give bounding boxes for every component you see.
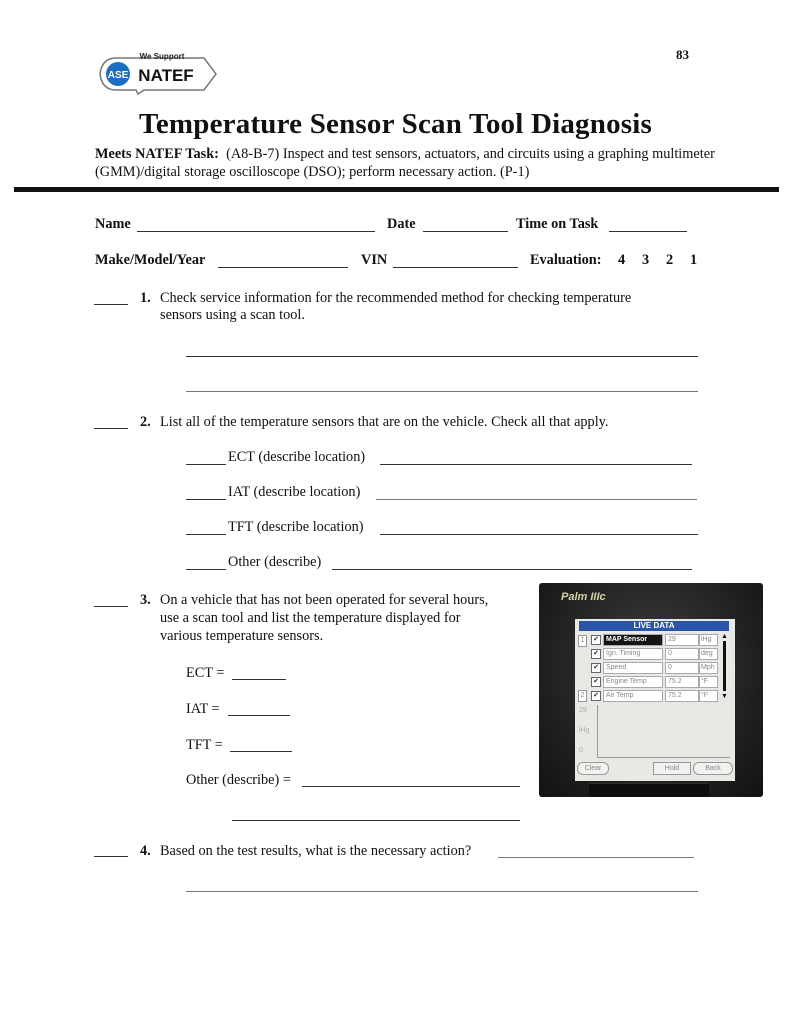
q2-number: 2. bbox=[140, 414, 151, 430]
q2-ect-location-field[interactable] bbox=[380, 464, 692, 465]
q1-answer-line-2[interactable] bbox=[186, 391, 698, 392]
q2-ect-label: ECT (describe location) bbox=[228, 449, 366, 465]
q2-iat-check[interactable] bbox=[186, 499, 226, 500]
task-label: Meets NATEF Task: bbox=[95, 146, 219, 162]
evaluation-label: Evaluation: bbox=[530, 252, 602, 268]
q2-tft-check[interactable] bbox=[186, 534, 226, 535]
title-divider bbox=[14, 187, 779, 192]
date-label: Date bbox=[387, 216, 416, 232]
evaluation-score-3[interactable]: 3 bbox=[642, 252, 650, 268]
param-unit: Mph bbox=[699, 662, 718, 674]
live-data-row[interactable] bbox=[591, 647, 718, 660]
checkbox-icon[interactable]: ✔ bbox=[591, 649, 601, 659]
graph-min-label: 0 bbox=[579, 747, 583, 754]
scrollbar[interactable] bbox=[721, 633, 727, 701]
param-unit: °F bbox=[699, 676, 718, 688]
vin-label: VIN bbox=[361, 252, 388, 268]
param-name: Ign. Timing bbox=[603, 648, 663, 660]
live-data-graph bbox=[597, 705, 730, 758]
evaluation-score-4[interactable]: 4 bbox=[618, 252, 626, 268]
live-data-row[interactable] bbox=[591, 633, 718, 646]
make-model-year-label: Make/Model/Year bbox=[95, 252, 206, 268]
q3-iat-label: IAT = bbox=[186, 701, 220, 717]
task-text: (A8-B-7) Inspect and test sensors, actuators, and circuits using a graphing multimeter (GMM)/digital storage oscilloscope (DSO); perform necessary action. (P-1) bbox=[95, 146, 715, 180]
q4-answer-field[interactable] bbox=[498, 857, 694, 858]
scrollbar-track[interactable] bbox=[723, 641, 726, 691]
param-unit: °F bbox=[699, 690, 718, 702]
live-data-title: LIVE DATA bbox=[579, 621, 729, 631]
svg-text:NATEF: NATEF bbox=[138, 66, 194, 85]
q2-ect-check[interactable] bbox=[186, 464, 226, 465]
checkbox-icon[interactable]: ✔ bbox=[591, 677, 601, 687]
name-label: Name bbox=[95, 216, 131, 232]
device-hardware-keys bbox=[589, 783, 709, 797]
name-field[interactable] bbox=[137, 231, 375, 232]
q3-other-value-field[interactable] bbox=[302, 786, 520, 787]
graph-max-label: 29 bbox=[579, 707, 587, 714]
hold-button[interactable]: Hold bbox=[653, 762, 691, 775]
param-name: Engine Temp bbox=[603, 676, 663, 688]
q3-other-value-field-2[interactable] bbox=[232, 820, 520, 821]
q2-check-blank[interactable] bbox=[94, 428, 128, 429]
q4-answer-line-2[interactable] bbox=[186, 891, 698, 892]
make-model-year-field[interactable] bbox=[218, 267, 348, 268]
page-title: Temperature Sensor Scan Tool Diagnosis bbox=[138, 108, 653, 140]
graph-unit-label: iHg bbox=[579, 727, 590, 734]
scan-tool-photo bbox=[539, 583, 763, 797]
param-value: 29 bbox=[665, 634, 699, 646]
q2-other-label: Other (describe) bbox=[228, 554, 322, 570]
q1-text-line2: sensors using a scan tool. bbox=[160, 307, 305, 323]
checkbox-icon[interactable]: ✔ bbox=[591, 663, 601, 673]
svg-text:ASE: ASE bbox=[107, 70, 129, 81]
svg-text:We Support: We Support bbox=[139, 52, 185, 61]
q3-iat-value-field[interactable] bbox=[228, 715, 290, 716]
page-number: 83 bbox=[676, 47, 689, 62]
q2-iat-location-field[interactable] bbox=[376, 499, 697, 500]
time-on-task-field[interactable] bbox=[609, 231, 687, 232]
q3-ect-value-field[interactable] bbox=[232, 679, 286, 680]
q2-text: List all of the temperature sensors that are on the vehicle. Check all that apply. bbox=[160, 414, 609, 430]
param-unit: deg bbox=[699, 648, 718, 660]
q3-text-line3: various temperature sensors. bbox=[160, 628, 324, 644]
q3-text-line2: use a scan tool and list the temperature displayed for bbox=[160, 610, 461, 626]
q2-other-check[interactable] bbox=[186, 569, 226, 570]
param-value: 0 bbox=[665, 648, 699, 660]
q2-tft-location-field[interactable] bbox=[380, 534, 698, 535]
q2-tft-label: TFT (describe location) bbox=[228, 519, 364, 535]
date-field[interactable] bbox=[423, 231, 508, 232]
scroll-up-arrow-icon[interactable]: ▲ bbox=[721, 632, 728, 640]
param-value: 75.2 bbox=[665, 690, 699, 702]
q4-text: Based on the test results, what is the necessary action? bbox=[160, 843, 472, 859]
group-marker-2: 2 bbox=[578, 690, 587, 702]
live-data-row[interactable] bbox=[591, 689, 718, 702]
q3-tft-value-field[interactable] bbox=[230, 751, 292, 752]
scan-tool-screen bbox=[575, 619, 735, 781]
q3-number: 3. bbox=[140, 592, 151, 608]
param-unit: iHg bbox=[699, 634, 718, 646]
evaluation-score-2[interactable]: 2 bbox=[666, 252, 674, 268]
natef-key-logo-icon bbox=[96, 46, 236, 102]
live-data-row[interactable] bbox=[591, 661, 718, 674]
param-value: 75.2 bbox=[665, 676, 699, 688]
q4-number: 4. bbox=[140, 843, 151, 859]
q2-iat-label: IAT (describe location) bbox=[228, 484, 361, 500]
q1-answer-line-1[interactable] bbox=[186, 356, 698, 357]
evaluation-score-1[interactable]: 1 bbox=[690, 252, 698, 268]
q3-text-line1: On a vehicle that has not been operated for several hours, bbox=[160, 592, 489, 608]
checkbox-icon[interactable]: ✔ bbox=[591, 635, 601, 645]
q2-other-describe-field[interactable] bbox=[332, 569, 692, 570]
group-marker-1: 1 bbox=[578, 635, 587, 647]
q1-check-blank[interactable] bbox=[94, 304, 128, 305]
q1-text-line1: Check service information for the recommended method for checking temperature bbox=[160, 290, 632, 306]
q3-other-label: Other (describe) = bbox=[186, 772, 291, 788]
param-value: 0 bbox=[665, 662, 699, 674]
clear-button[interactable]: Clear bbox=[577, 762, 609, 775]
q3-tft-label: TFT = bbox=[186, 737, 223, 753]
live-data-row[interactable] bbox=[591, 675, 718, 688]
natef-logo bbox=[96, 46, 236, 102]
checkbox-icon[interactable]: ✔ bbox=[591, 691, 601, 701]
param-name: Air Temp bbox=[603, 690, 663, 702]
natef-task-statement bbox=[95, 145, 715, 181]
back-button[interactable]: Back bbox=[693, 762, 733, 775]
vin-field[interactable] bbox=[393, 267, 518, 268]
time-on-task-label: Time on Task bbox=[516, 216, 599, 232]
q3-check-blank[interactable] bbox=[94, 606, 128, 607]
scan-tool-brand: Palm IIIc bbox=[561, 591, 606, 603]
param-name: Speed bbox=[603, 662, 663, 674]
q1-number: 1. bbox=[140, 290, 151, 306]
scroll-down-arrow-icon[interactable]: ▼ bbox=[721, 692, 728, 700]
param-name: MAP Sensor bbox=[603, 634, 663, 646]
q3-ect-label: ECT = bbox=[186, 665, 225, 681]
q4-check-blank[interactable] bbox=[94, 856, 128, 857]
